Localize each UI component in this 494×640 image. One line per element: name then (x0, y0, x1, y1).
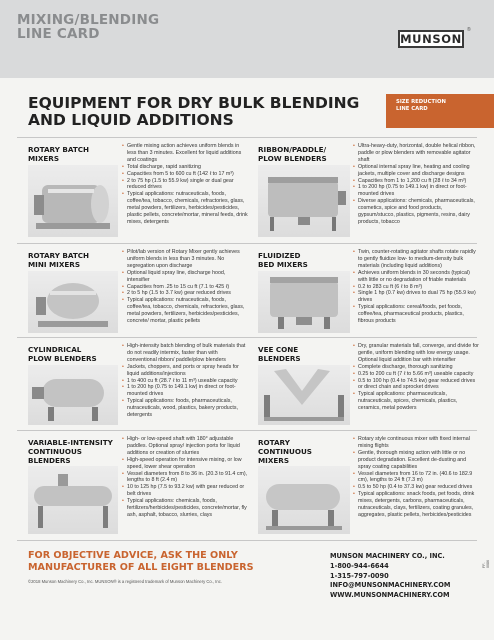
company-name: MUNSON MACHINERY CO., INC. (330, 552, 445, 560)
bullet: • Total discharge, rapid sanitizing (122, 164, 248, 171)
document-number: FF-0086 (482, 560, 490, 568)
bullet: • Typical applications: nutraceuticals, foods, coffee/tea, tobacco, chemicals, refractories, glass, metal powders, fertilizers, herbicides/pesticides, plastic pellets, concrete/mortar, mineral feeds, drink mixes, detergents (122, 191, 248, 226)
bullet: • 0.5 to 100 hp (0.4 to 74.5 kw) gear reduced drives or direct chain and sprocket drives (353, 378, 479, 392)
row-divider (17, 337, 477, 338)
product-bullets-fluidized-bed (353, 249, 479, 325)
bullet: • Typical applications: pharmaceuticals, nutraceuticals, spices, chemicals, plastics, ceramics, metal powders (353, 391, 479, 412)
bullet: • High- or low-speed shaft with 180° adjustable paddles. Optional spray/ injection ports for liquid additions or creation of slurries (122, 436, 248, 457)
product-name-rotary-batch: ROTARY BATCH MIXERS (28, 145, 90, 163)
bullet: • Typical applications: nutraceuticals, foods, coffee/tea, tobacco, chemicals, refractories, glass, metal powders, fertilizers, herbicides/pesticides, concrete/ mortar, plastic pellets (122, 297, 248, 325)
product-bullets-variable-intensity (122, 436, 248, 519)
page-headline: EQUIPMENT FOR DRY BULK BLENDING AND LIQUID ADDITIONS (28, 94, 360, 129)
copyright-notice: ©2018 Munson Machinery Co., Inc. MUNSON® is a registered trademark of Munson Machinery Co., Inc. (28, 579, 222, 584)
bullet: • Capacities from 5 to 600 cu ft (142 ℓ to 17 m³) (122, 171, 248, 178)
bullet: • Gentle mixing action achieves uniform blends in less than 3 minutes. Excellent for liquid additions and coatings (122, 143, 248, 164)
bullet: • 0.5 to 50 hp (0.4 to 37.3 kw) gear reduced drives (353, 484, 479, 491)
variable-intensity-blender-photo (28, 466, 118, 534)
product-name-variable-intensity: VARIABLE-INTENSITY CONTINUOUS BLENDERS (28, 438, 113, 465)
bullet: • Capacities from 1 to 1,200 cu ft (28 ℓ to 34 m³) (353, 178, 479, 185)
phone-direct[interactable]: 1-315-797-0090 (330, 571, 389, 580)
product-bullets-vee-cone (353, 343, 479, 412)
bullet: • Diverse applications: chemicals, pharmaceuticals, cosmetics, spice and food products, gypsum/stucco, plastics, pigments, resins, dairy products, tobacco (353, 198, 479, 226)
product-name-fluidized-bed: FLUIDIZED BED MIXERS (258, 251, 308, 269)
product-bullets-rotary-mini (122, 249, 248, 325)
bullet: • 0.2 to 283 cu ft (6 ℓ to 8 m³) (353, 284, 479, 291)
munson-logo: MUNSON (398, 30, 464, 48)
row-divider (17, 137, 477, 138)
vee-cone-blender-photo (258, 365, 350, 425)
rotary-continuous-mixer-photo (258, 466, 350, 534)
product-bullets-rotary-batch (122, 143, 248, 226)
size-reduction-tag[interactable]: SIZE REDUCTION LINE CARD (386, 94, 494, 128)
bullet: • Rotary style continuous mixer with fixed internal mixing flights (353, 436, 479, 450)
row-divider (17, 243, 477, 244)
bullet: • Vessel diameters from 8 to 36 in. (20.3 to 91.4 cm), lengths to 8 ft (2.4 m) (122, 471, 248, 485)
registered-mark: ® (467, 27, 471, 33)
bullet: • 1 to 200 hp (0.75 to 149.1 kw) in direct or foot-mounted drives (353, 184, 479, 198)
bullet: • Typical applications: chemicals, foods, fertilizers/herbicides/pesticides, concrete/mortar, fly ash, asphalt, tobacco, slurries, clays (122, 498, 248, 519)
rotary-batch-mixer-photo (28, 165, 118, 237)
bullet: • Optional internal spray line, heating and cooling jackets, multiple cover and discharge designs (353, 164, 479, 178)
row-divider (17, 430, 477, 431)
bullet: • Gentle, thorough mixing action with little or no product degradation. Excellent de-dusting and spray coating capabilities (353, 450, 479, 471)
website-link[interactable]: WWW.MUNSONMACHINERY.COM (330, 591, 450, 600)
cylindrical-plow-blender-photo (28, 365, 118, 425)
product-bullets-cylindrical-plow (122, 343, 248, 419)
bullet: • Optional liquid spray line, discharge hood, intensifier (122, 270, 248, 284)
row-divider (17, 540, 477, 541)
bullet: • Achieves uniform blends in 30 seconds (typical) with little or no degradation of friable materials (353, 270, 479, 284)
rotary-mini-mixer-photo (28, 271, 118, 333)
product-name-rotary-mini: ROTARY BATCH MINI MIXERS (28, 251, 90, 269)
bullet: • 1 to 400 cu ft (28.7 ℓ to 11 m³) useable capacity (122, 378, 248, 385)
bullet: • Twin, counter-rotating agitator shafts rotate rapidly to gently fluidize low- to medium-density bulk materials (including liquid additions) (353, 249, 479, 270)
phone-tollfree[interactable]: 1-800-944-6644 (330, 561, 389, 570)
bullet: • High-speed operation for intensive mixing, or low speed, lower shear operation (122, 457, 248, 471)
bullet: • Typical applications: foods, pharmaceuticals, nutraceuticals, wood, plastics, bakery products, detergents (122, 398, 248, 419)
bullet: • Vessel diameters from 16 to 72 in. (40.6 to 182.9 cm), lengths to 24 ft (7.3 m) (353, 471, 479, 485)
bullet: • Dry, granular materials fall, converge, and divide for gentle, uniform blending with low energy usage. Optional liquid addition bar with intensifier (353, 343, 479, 364)
bullet: • 0.25 to 200 cu ft (7 ℓ to 5.66 m³) useable capacity (353, 371, 479, 378)
bullet: • Complete discharge, thorough sanitizing (353, 364, 479, 371)
bullet: • 2 to 5 hp (1.5 to 3.7 kw) gear reduced drives (122, 290, 248, 297)
footer-call-to-action: FOR OBJECTIVE ADVICE, ASK THE ONLY MANUFACTURER OF ALL EIGHT BLENDERS (28, 550, 254, 573)
email-link[interactable]: INFO@MUNSONMACHINERY.COM (330, 581, 451, 590)
product-bullets-ribbon-blenders (353, 143, 479, 226)
bullet: • Typical applications: cereal/foods, pet foods, coffee/tea, pharmaceutical products, plastics, fibrous products (353, 304, 479, 325)
ribbon-blender-photo (258, 165, 350, 237)
product-bullets-rotary-continuous (353, 436, 479, 519)
bullet: • Jackets, choppers, and ports or spray heads for liquid additions/injections (122, 364, 248, 378)
fluidized-bed-mixer-photo (258, 271, 350, 333)
bullet: • 1 to 200 hp (0.75 to 149.1 kw) in direct or foot-mounted drives (122, 384, 248, 398)
bullet: • High-intensity batch blending of bulk materials that do not readily intermix, faster than with conventional ribbon/ paddle/plow blenders (122, 343, 248, 364)
line-card-title: MIXING/BLENDING LINE CARD (17, 12, 160, 42)
contact-block (330, 552, 450, 601)
product-name-cylindrical-plow: CYLINDRICAL PLOW BLENDERS (28, 345, 97, 363)
product-name-rotary-continuous: ROTARY CONTINUOUS MIXERS (258, 438, 312, 465)
product-name-ribbon-blenders: RIBBON/PADDLE/ PLOW BLENDERS (258, 145, 327, 163)
bullet: • Capacities from .25 to 15 cu ft (7.1 to 425 ℓ) (122, 284, 248, 291)
bullet: • 2 to 75 hp (1.5 to 55.9 kw) single or dual gear reduced drives (122, 178, 248, 192)
bullet: • Pilot/lab version of Rotary Mixer gently achieves uniform blends in less than 3 minutes. No segregation upon discharge (122, 249, 248, 270)
product-name-vee-cone: VEE CONE BLENDERS (258, 345, 301, 363)
bullet: • 10 to 125 hp (7.5 to 93.2 kw) with gear reduced or belt drives (122, 484, 248, 498)
bullet: • Typical applications: snack foods, pet foods, drink mixes, detergents, carbons, pharmaceuticals, nutraceuticals, clays, fertilizers, coating granules, aggregates, plastic pellets, herbicides/pesticides (353, 491, 479, 519)
bullet: • Ultra-heavy-duty, horizontal, double helical ribbon, paddle or plow blenders with removable agitator shaft (353, 143, 479, 164)
bullet: • Single 1 hp (0.7 kw) drives to dual 75 hp (55.9 kw) drives (353, 290, 479, 304)
